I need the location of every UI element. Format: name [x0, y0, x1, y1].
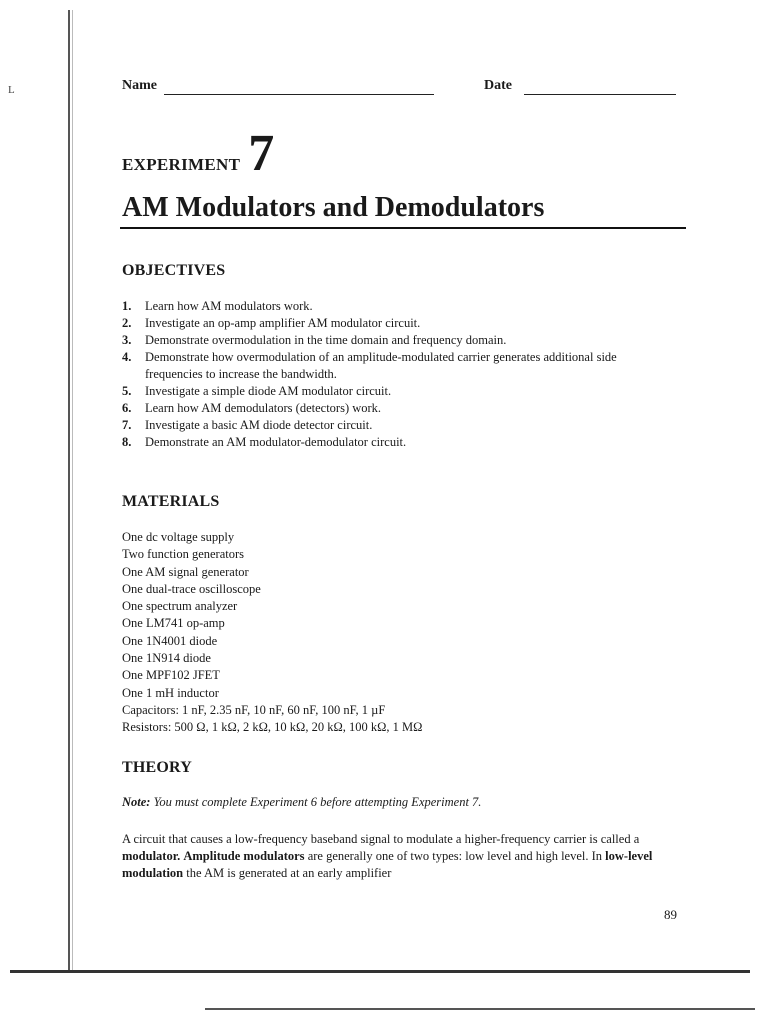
binding-edge-shadow — [72, 10, 73, 970]
list-item — [122, 332, 662, 349]
scan-edge-line — [205, 1008, 755, 1010]
list-item: Two function generators — [122, 547, 245, 562]
theory-heading: THEORY — [122, 759, 192, 776]
item-number: 1. — [122, 299, 132, 313]
item-number: 7. — [122, 418, 132, 432]
date-label: Date — [484, 78, 512, 93]
list-item: One dual-trace oscilloscope — [122, 581, 261, 596]
item-text: Learn how AM modulators work. — [145, 299, 313, 313]
list-item: One 1 mH inductor — [122, 685, 219, 700]
list-item — [122, 349, 662, 383]
list-item — [122, 315, 662, 332]
item-text: Demonstrate how overmodulation of an amplitude-modulated carrier generates additional side frequencies to increase the bandwidth. — [145, 350, 617, 381]
note-text: You must complete Experiment 6 before attempting Experiment 7. — [153, 795, 482, 809]
objectives-list — [122, 298, 662, 451]
list-item — [122, 417, 662, 434]
paragraph-text: are generally one of two types: low level and high level. In — [307, 849, 603, 863]
objectives-heading: OBJECTIVES — [122, 262, 226, 279]
experiment-title: AM Modulators and Demodulators — [122, 192, 545, 223]
name-blank-line[interactable] — [164, 94, 434, 95]
list-item: One AM signal generator — [122, 564, 249, 579]
list-item: Capacitors: 1 nF, 2.35 nF, 10 nF, 60 nF, 100 nF, 1 µF — [122, 702, 386, 717]
item-text: Investigate a simple diode AM modulator circuit. — [145, 384, 392, 398]
binding-edge-line — [68, 10, 70, 970]
date-blank-line[interactable] — [524, 94, 676, 95]
paragraph-text: A circuit that causes a low-frequency baseband signal to modulate a higher-frequency carrier is called a — [122, 832, 640, 846]
list-item: Resistors: 500 Ω, 1 kΩ, 2 kΩ, 10 kΩ, 20 kΩ, 100 kΩ, 1 MΩ — [122, 720, 423, 735]
item-number: 6. — [122, 401, 132, 415]
item-number: 8. — [122, 435, 132, 449]
theory-note — [122, 795, 481, 810]
theory-paragraph — [122, 831, 682, 882]
item-text: Demonstrate an AM modulator-demodulator circuit. — [145, 435, 407, 449]
page-number: 89 — [664, 907, 677, 922]
list-item: One LM741 op-amp — [122, 616, 225, 631]
margin-mark: L — [8, 84, 15, 96]
item-number: 4. — [122, 350, 132, 364]
item-text: Investigate a basic AM diode detector circuit. — [145, 418, 373, 432]
materials-list — [122, 529, 682, 737]
item-text: Learn how AM demodulators (detectors) work. — [145, 401, 382, 415]
paragraph-text: the AM is generated at an early amplifier — [186, 866, 392, 880]
title-underline — [120, 227, 686, 229]
experiment-number: 7 — [248, 125, 275, 182]
list-item: One MPF102 JFET — [122, 668, 220, 683]
materials-heading: MATERIALS — [122, 493, 220, 510]
bold-term-amplitude-modulators: Amplitude modulators — [183, 849, 305, 863]
experiment-label: EXPERIMENT — [122, 155, 241, 174]
experiment-heading — [122, 125, 275, 182]
item-text: Investigate an op-amp amplifier AM modulator circuit. — [145, 316, 421, 330]
item-number: 2. — [122, 316, 132, 330]
bold-term-low-level-modulation: low-level modulation — [122, 849, 653, 880]
page-bottom-edge — [10, 970, 750, 973]
list-item: One dc voltage supply — [122, 530, 235, 544]
name-label: Name — [122, 78, 157, 93]
list-item — [122, 434, 662, 451]
list-item — [122, 298, 662, 315]
bold-term-modulator: modulator. — [122, 849, 181, 863]
list-item — [122, 400, 662, 417]
item-number: 5. — [122, 384, 132, 398]
list-item: One 1N4001 diode — [122, 633, 218, 648]
list-item — [122, 383, 662, 400]
list-item: One spectrum analyzer — [122, 599, 238, 614]
item-text: Demonstrate overmodulation in the time domain and frequency domain. — [145, 333, 507, 347]
note-label: Note: — [122, 795, 151, 809]
item-number: 3. — [122, 333, 132, 347]
list-item: One 1N914 diode — [122, 651, 211, 666]
